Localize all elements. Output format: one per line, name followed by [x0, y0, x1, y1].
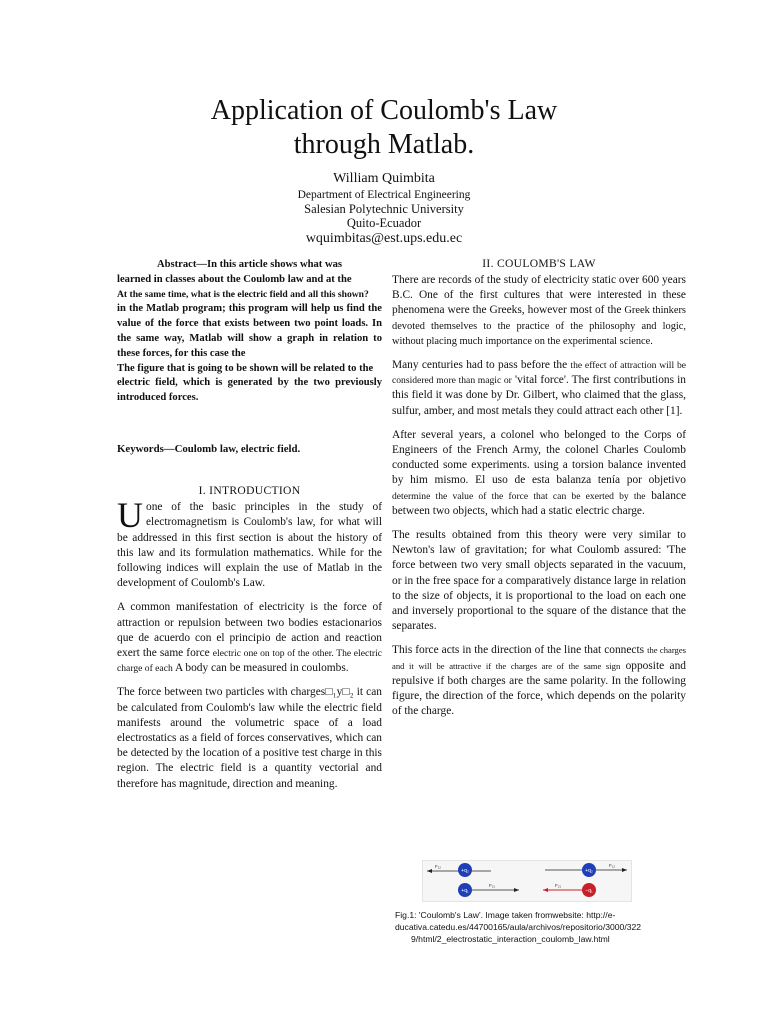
coulomb-p5-end: opposite and repulsive if both charges are the same polarity. In the following figure, the direction of the force, which depends on the polarity of the charge.	[392, 659, 686, 718]
attraction-diagram	[543, 863, 627, 897]
author-block	[0, 170, 768, 248]
coulomb-p3-end: balance between two objects, which had a static electric charge.	[392, 489, 686, 517]
intro-paragraph-2	[117, 600, 382, 676]
coulomb-p5-text: This force acts in the direction of the line that connects	[392, 644, 645, 657]
intro-p2-end: A body can be measured in coulombs.	[174, 662, 349, 675]
keywords: Keywords—Coulomb law, electric field.	[117, 442, 301, 455]
coulomb-p2-end: 'vital force'. The first contributions in this field it was done by Dr. Gilbert, who claimed that the glass, sulfur, amber, and most metals they could attract each other [1].	[392, 374, 687, 417]
repulsion-diagram	[427, 863, 519, 897]
author-email: wquimbitas@est.ups.edu.ec	[305, 231, 463, 246]
coulomb-p5-small: the charges and it will be attractive if the charges are of the same sign	[392, 645, 686, 671]
intro-p2-small: electric one on top of the other. The electric charge of each	[117, 648, 382, 675]
coulomb-p1-small: Greek thinkers devoted themselves to the practice of the philosophy and logic, without placing much importance on the experimental science.	[392, 305, 686, 347]
author-location: Quito-Ecuador	[346, 216, 422, 230]
abstract-end: electric field, which is generated by the two previously introduced forces.	[117, 377, 382, 404]
coulomb-paragraph-3	[392, 428, 686, 519]
coulomb-p2-small: the effect of attraction will be considered more than magic or	[392, 360, 686, 387]
coulomb-p3-text: After several years, a colonel who belonged to the Corps of Engineers of the French Army, the colonel Charles Coulomb conducted some experiments. using a torsion balance invented by him mismo. El uso de esta balanza tenía por objetivo	[392, 428, 686, 487]
section-heading-coulomb: II. COULOMB'S LAW	[482, 257, 596, 270]
abstract	[117, 258, 382, 406]
caption-line-1: Fig.1: 'Coulomb's Law'. Image taken fromwebsite: http://e-	[395, 910, 616, 920]
abstract-line-1: Abstract—In this article shows what was	[156, 259, 343, 270]
coulomb-p1-text: There are records of the study of electricity static over 600 years B.C. One of the first cultures that were interested in these phenomena were the Greeks, however most of the	[392, 274, 686, 317]
left-column	[117, 258, 382, 801]
author-university: Salesian Polytechnic University	[304, 202, 464, 216]
abstract-body: in the Matlab program; this program will help us find the value of the force that exists between two point loads. In the same way, Matlab will show a graph in relation to these forces, for this case the	[117, 303, 382, 359]
coulomb-paragraph-1	[392, 273, 686, 349]
caption-line-3: 9/html/2_electrostatic_interaction_coulomb_law.html	[411, 934, 610, 944]
coulomb-figure-svg	[423, 861, 631, 901]
coulomb-paragraph-5	[392, 643, 686, 719]
label-q2-left: +q₂	[461, 868, 469, 874]
intro-p1-text: one of the basic principles in the study of electromagnetism is Coulomb's law, for what will be addressed in this first section is about the history of this law and its formulation mathematics. While for the following indices will explain the use of Matlab in the development of Coulomb's Law.	[117, 501, 382, 590]
abstract-line-2: learned in classes about the Coulomb law and at the	[117, 273, 352, 285]
coulomb-figure	[422, 860, 632, 902]
title-line-2: through Matlab.	[293, 129, 475, 160]
title-line-1: Application of Coulomb's Law	[210, 95, 558, 126]
drop-cap: U	[117, 495, 143, 536]
abstract-figure-line: The figure that is going to be shown will be related to the	[117, 362, 374, 374]
label-f12-left: F₁₂	[435, 864, 442, 869]
caption-line-2: ducativa.catedu.es/44700165/aula/archivos/repositorio/3000/322	[395, 922, 642, 932]
coulomb-paragraph-2	[392, 358, 686, 419]
intro-p2-text: A common manifestation of electricity is the force of attraction or repulsion between two bodies estacionarios que de acuerdo con el principio de action and reaction exert the same force	[117, 601, 382, 659]
label-f12-right: F₁₂	[609, 863, 616, 868]
label-f21-right: F₂₁	[555, 883, 562, 888]
coulomb-p3-small: determine the value of the force that can be exerted by the	[392, 490, 646, 502]
label-q2-right: +q₂	[585, 868, 593, 874]
right-column	[392, 256, 686, 728]
label-q1-right: −q₁	[585, 888, 593, 894]
label-f21-left: F₂₁	[489, 883, 496, 888]
intro-paragraph-3: The force between two particles with charges□₁y□₂ it can be calculated from Coulomb's law while the electric field manifests around the volumetric space of a load electrostatics as a field of forces conservatives, which can be detected by the location of a positive test charge in this region. The electric field is a quantity vectorial and therefore has magnitude, direction and meaning.	[117, 686, 382, 790]
paper-title	[0, 94, 768, 162]
figure-caption	[395, 909, 665, 945]
section-heading-introduction: I. INTRODUCTION	[198, 484, 301, 498]
author-name: William Quimbita	[333, 171, 435, 186]
intro-paragraph-1	[117, 495, 382, 591]
label-q1-left: +q₁	[461, 888, 469, 894]
author-department: Department of Electrical Engineering	[297, 189, 471, 201]
abstract-line-3: At the same time, what is the electric field and all this shown?	[117, 288, 369, 300]
coulomb-paragraph-4: The results obtained from this theory were very similar to Newton's law of gravitation; for what Coulomb assured: 'The force between two very small objects separated in the vacuum, or in the free space for a comparatively distance large in relation to the size of objects, it is proportional to the load on each one and inversely proportional to the square of the distance that the separates.	[392, 529, 686, 633]
coulomb-p2-text: Many centuries had to pass before the	[392, 359, 568, 372]
